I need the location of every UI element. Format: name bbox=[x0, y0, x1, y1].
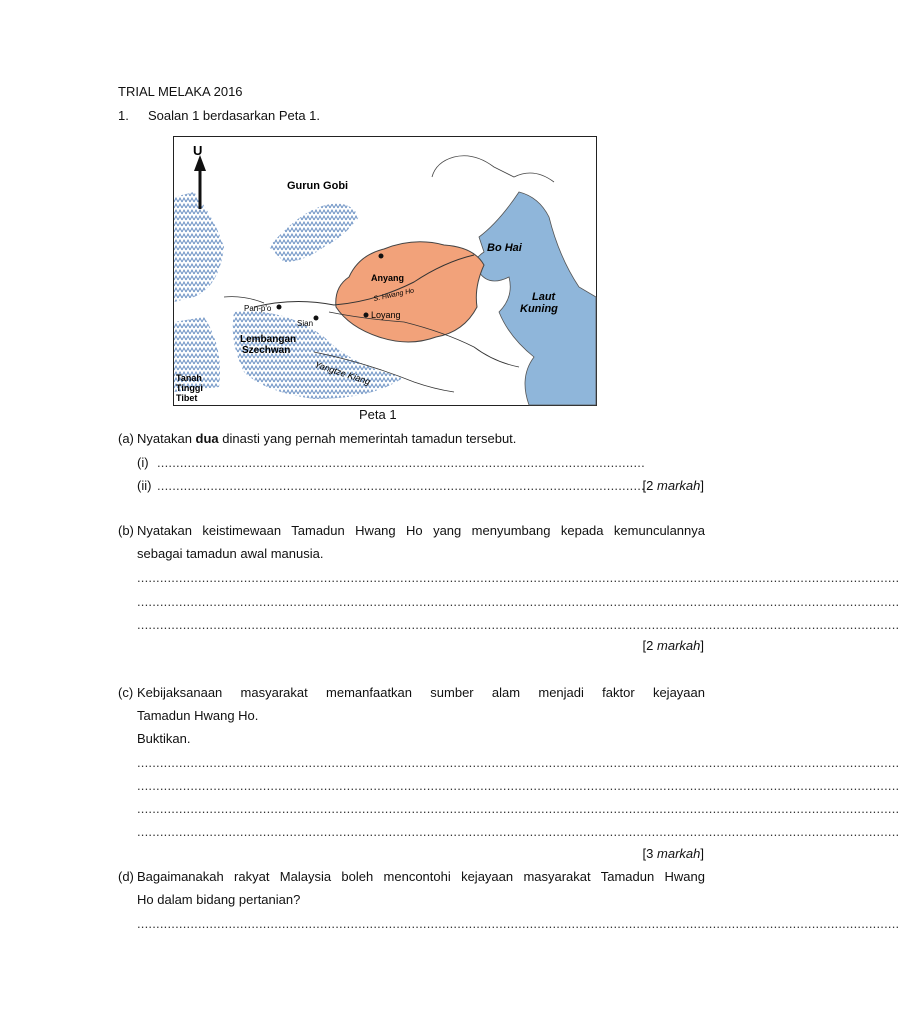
label-tinggi: Tinggi bbox=[176, 383, 203, 393]
label-tanah: Tanah bbox=[176, 373, 202, 383]
part-a-ii-label: (ii) bbox=[137, 478, 152, 493]
label-kuning: Kuning bbox=[520, 303, 558, 315]
part-b-marks: [2 markah] bbox=[642, 638, 704, 653]
label-sian: Sian bbox=[297, 319, 314, 328]
hatch-region-north bbox=[269, 204, 359, 262]
loyang-dot bbox=[364, 313, 369, 318]
part-c-marks: [3 markah] bbox=[642, 846, 704, 861]
part-a-label: (a) bbox=[118, 431, 134, 446]
label-river: S. Hwang Ho bbox=[372, 287, 415, 303]
panpo-dot bbox=[277, 305, 282, 310]
label-gobi: Gurun Gobi bbox=[287, 180, 349, 192]
part-a-i-label: (i) bbox=[137, 455, 149, 470]
question-intro: Soalan 1 berdasarkan Peta 1. bbox=[148, 108, 321, 123]
answer-line-b-3[interactable]: ........................................................................................................................................................................................................ bbox=[137, 617, 899, 632]
answer-line-c-2[interactable]: ........................................................................................................................................................................................................ bbox=[137, 778, 899, 793]
question-number: 1. bbox=[118, 108, 129, 123]
header-title: TRIAL MELAKA 2016 bbox=[118, 84, 243, 99]
label-yangtze: Yangtze Kiang bbox=[313, 359, 372, 387]
anyang-dot bbox=[379, 254, 384, 259]
part-b-question-line1: Nyatakan keistimewaan Tamadun Hwang Ho yang menyumbang kepada kemunculannya bbox=[137, 523, 705, 538]
answer-line-a-i[interactable]: ................................................................................................................................ bbox=[157, 455, 645, 470]
answer-line-c-4[interactable]: ........................................................................................................................................................................................................ bbox=[137, 824, 899, 839]
answer-line-c-3[interactable]: ........................................................................................................................................................................................................ bbox=[137, 801, 899, 816]
part-c-question-line3: Buktikan. bbox=[137, 731, 191, 746]
coastline bbox=[432, 156, 554, 182]
map-peta-1 bbox=[173, 136, 597, 406]
answer-line-a-ii[interactable]: ................................................................................................................................ bbox=[157, 478, 645, 493]
label-lembangan: Lembangan bbox=[240, 334, 297, 345]
north-label: U bbox=[193, 143, 203, 158]
answer-line-d-1[interactable]: ........................................................................................................................................................................................................ bbox=[137, 916, 899, 931]
part-d-label: (d) bbox=[118, 869, 134, 884]
label-panpo: Pan-p'o bbox=[244, 304, 272, 313]
part-c-question-line2: Tamadun Hwang Ho. bbox=[137, 708, 259, 723]
label-anyang: Anyang bbox=[371, 273, 405, 283]
part-c-label: (c) bbox=[118, 685, 134, 700]
part-b-label: (b) bbox=[118, 523, 134, 538]
part-a-marks: [2 markah] bbox=[642, 478, 704, 493]
part-d-question-line2: Ho dalam bidang pertanian? bbox=[137, 892, 301, 907]
label-tibet: Tibet bbox=[176, 393, 198, 403]
map-caption: Peta 1 bbox=[359, 407, 397, 422]
label-bohai: Bo Hai bbox=[487, 242, 522, 254]
answer-line-b-1[interactable]: ........................................................................................................................................................................................................ bbox=[137, 570, 899, 585]
river-west bbox=[224, 297, 264, 303]
sian-dot bbox=[314, 316, 319, 321]
part-a-question: Nyatakan dua dinasti yang pernah memerintah tamadun tersebut. bbox=[137, 431, 517, 446]
part-b-question-line2: sebagai tamadun awal manusia. bbox=[137, 546, 324, 561]
part-d-question-line1: Bagaimanakah rakyat Malaysia boleh mencontohi kejayaan masyarakat Tamadun Hwang bbox=[137, 869, 705, 884]
part-c-question-line1: Kebijaksanaan masyarakat memanfaatkan sumber alam menjadi faktor kejayaan bbox=[137, 685, 705, 700]
answer-line-b-2[interactable]: ........................................................................................................................................................................................................ bbox=[137, 594, 899, 609]
label-loyang: Loyang bbox=[371, 310, 401, 320]
label-laut: Laut bbox=[532, 291, 556, 303]
answer-line-c-1[interactable]: ........................................................................................................................................................................................................ bbox=[137, 755, 899, 770]
label-szechwan: Szechwan bbox=[242, 345, 291, 356]
